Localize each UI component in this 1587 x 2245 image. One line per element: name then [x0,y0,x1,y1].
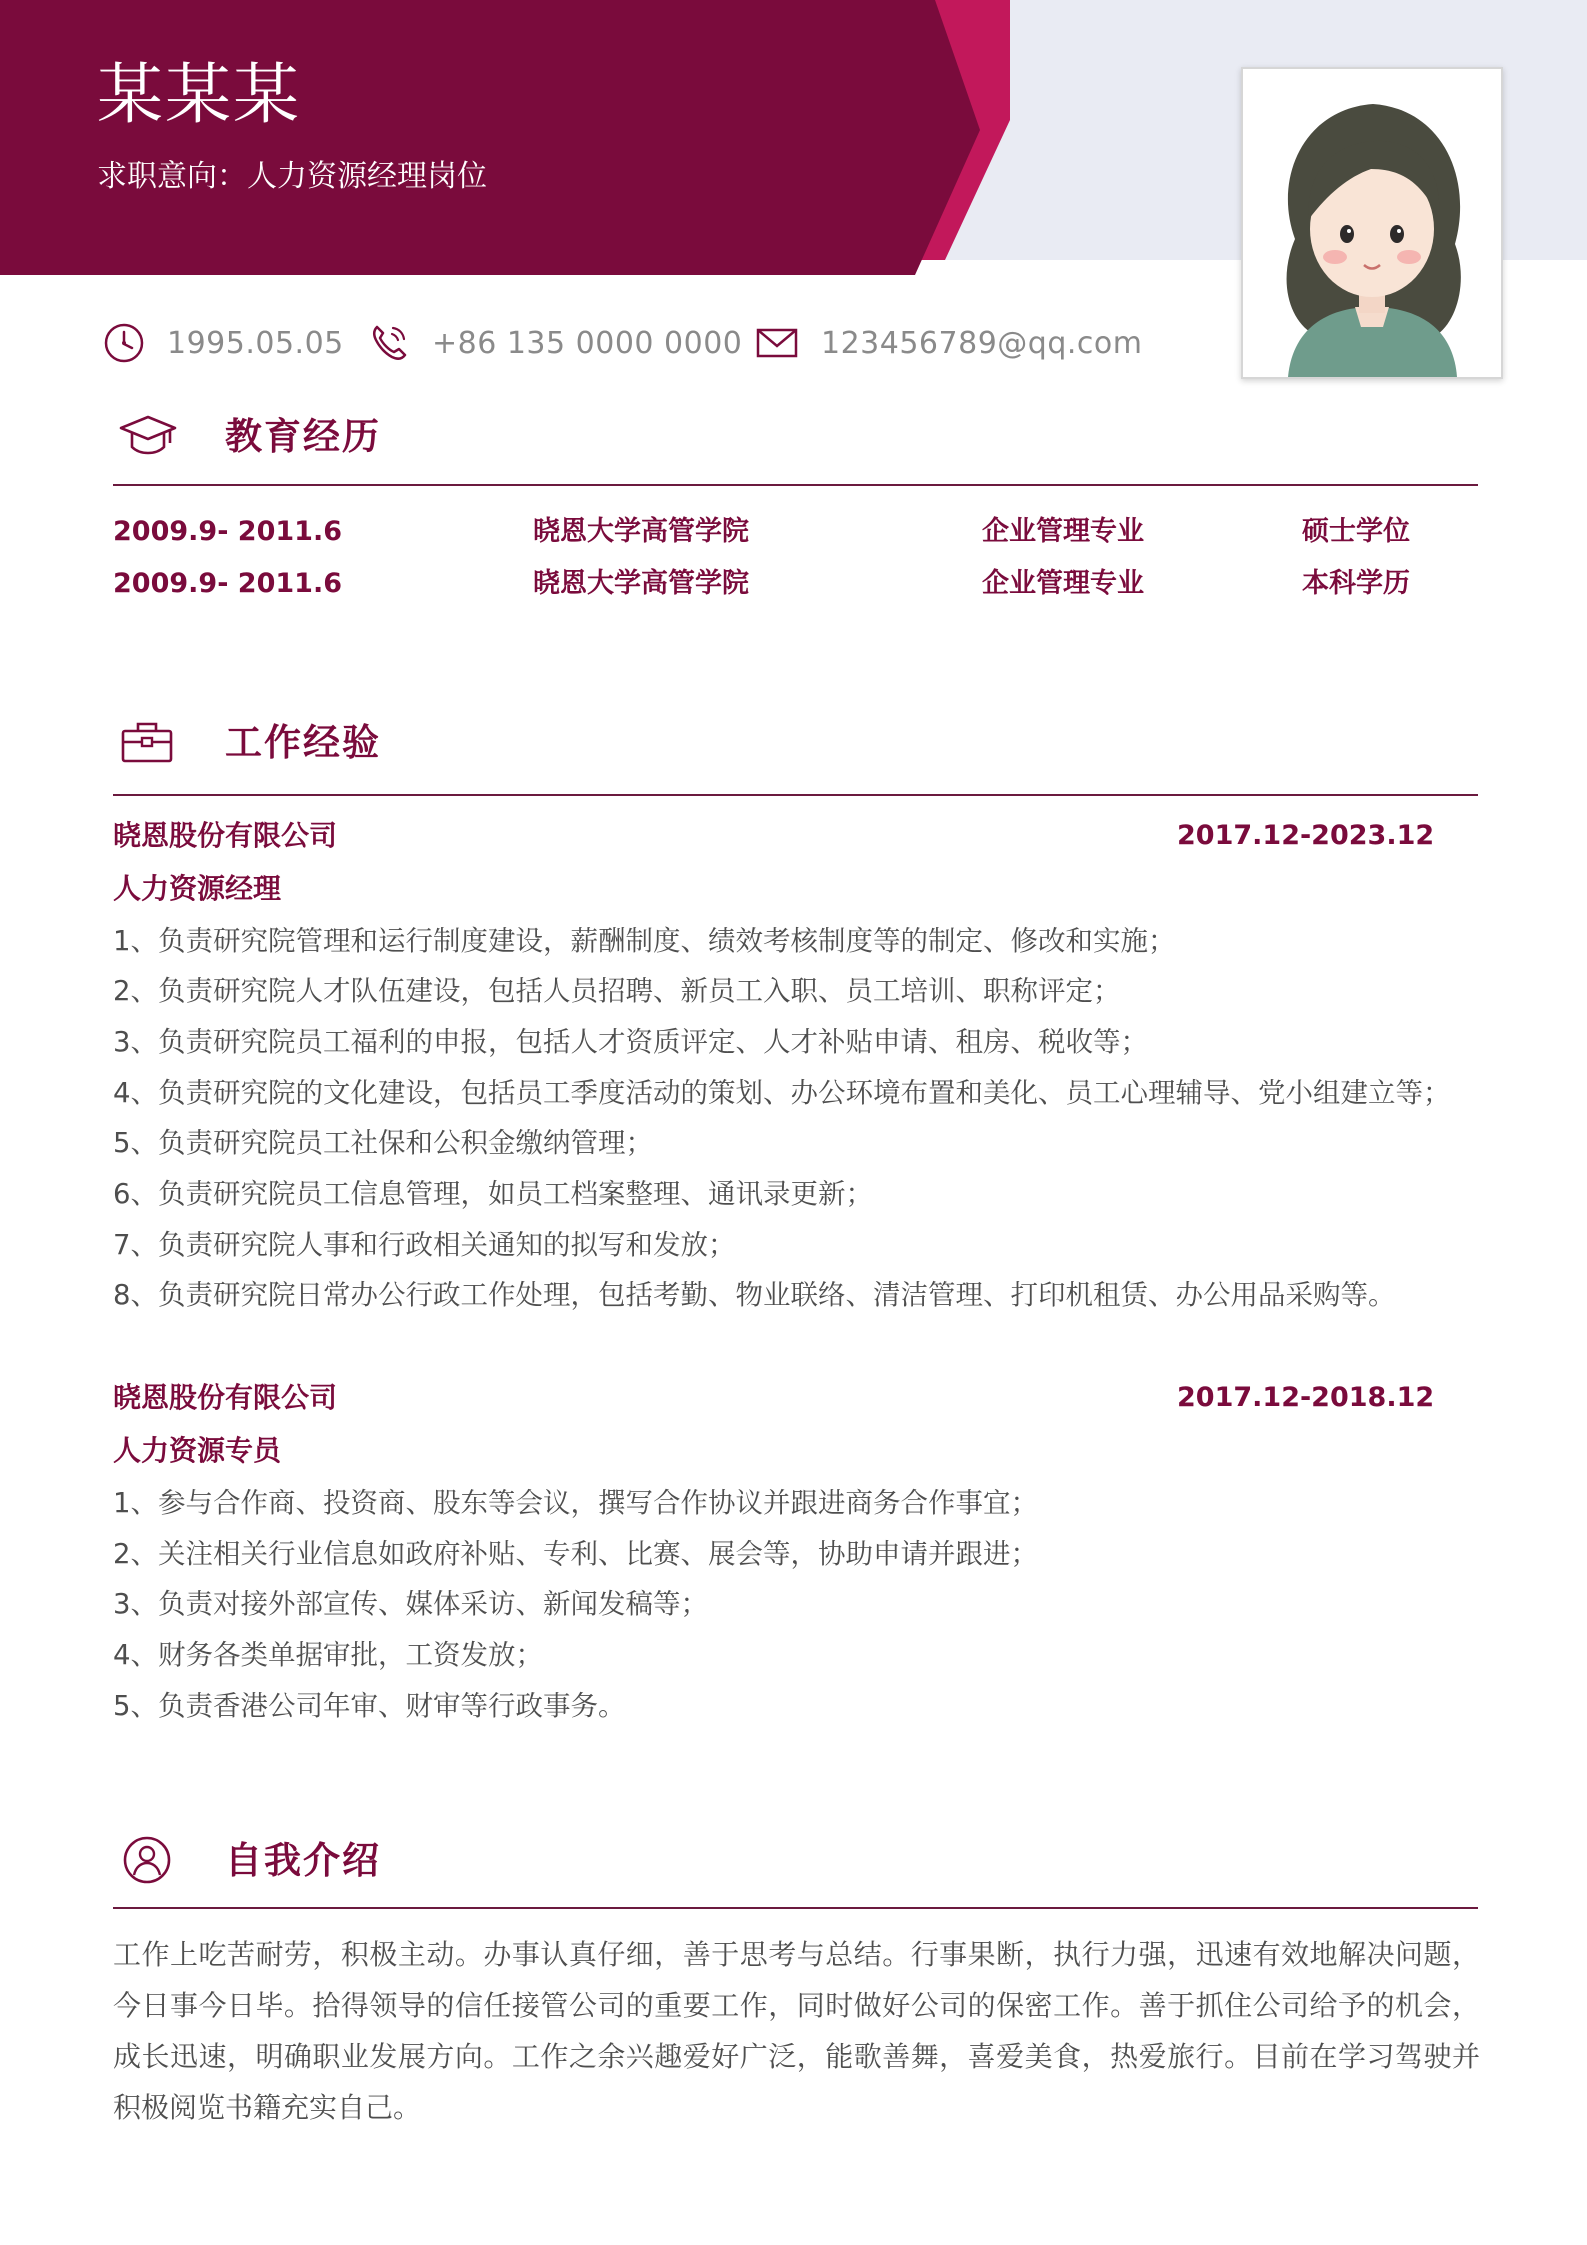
duty-item: 6、负责研究院员工信息管理，如员工档案整理、通讯录更新； [113,1178,873,1210]
duty-item: 1、负责研究院管理和运行制度建设，薪酬制度、绩效考核制度等的制定、修改和实施； [113,925,1176,957]
job-intent: 求职意向：人力资源经理岗位 [97,159,487,194]
edu-degree: 硕士学位 [1302,516,1410,547]
intro-title: 自我介绍 [225,1839,381,1882]
education-divider [113,484,1478,486]
duty-item: 4、财务各类单据审批，工资发放； [113,1639,543,1671]
duty-item: 7、负责研究院人事和行政相关通知的拟写和发放； [113,1229,736,1261]
edu-major: 企业管理专业 [982,568,1144,599]
duty-item: 5、负责香港公司年审、财审等行政事务。 [113,1690,626,1722]
job-company: 晓恩股份有限公司 [113,1381,338,1414]
job-company: 晓恩股份有限公司 [113,819,338,852]
intro-text: 工作上吃苦耐劳，积极主动。办事认真仔细，善于思考与总结。行事果断，执行力强，迅速有效地解决问题，今日事今日毕。拾得领导的信任接管公司的重要工作，同时做好公司的保密工作。善于抓住公司给予的机会，成长迅速，明确职业发展方向。工作之余兴趣爱好广泛，能歌善舞，喜爱美食，热爱旅行。目前在学习驾驶并积极阅览书籍充实自己。 [113,1938,1480,2124]
avatar-illustration [1243,69,1501,377]
envelope-icon [755,322,799,364]
user-icon [122,1835,172,1885]
duty-item: 3、负责研究院员工福利的申报，包括人才资质评定、人才补贴申请、租房、税收等； [113,1026,1148,1058]
phone-icon [368,322,410,364]
email-address: 123456789@qq.com [821,325,1143,361]
duty-item: 5、负责研究院员工社保和公积金缴纳管理； [113,1127,653,1159]
edu-school: 晓恩大学高管学院 [533,516,749,547]
graduation-cap-icon [118,413,178,461]
work-title: 工作经验 [225,721,381,764]
duty-item: 2、负责研究院人才队伍建设，包括人员招聘、新员工入职、员工培训、职称评定； [113,975,1121,1007]
edu-period: 2009.9- 2011.6 [113,568,342,599]
contact-phone [368,318,742,368]
work-divider [113,794,1478,796]
contact-email [755,318,1142,368]
duty-item: 1、参与合作商、投资商、股东等会议，撰写合作协议并跟进商务合作事宜； [113,1487,1038,1519]
education-title: 教育经历 [225,415,381,458]
clock-icon [103,322,145,364]
duty-item: 8、负责研究院日常办公行政工作处理，包括考勤、物业联络、清洁管理、打印机租赁、办公用品采购等。 [113,1279,1396,1311]
candidate-name: 某某某 [97,56,301,133]
job-period: 2017.12-2018.12 [1177,1382,1435,1413]
intro-divider [113,1907,1478,1909]
birth-date: 1995.05.05 [167,325,344,361]
edu-major: 企业管理专业 [982,516,1144,547]
edu-school: 晓恩大学高管学院 [533,568,749,599]
duty-item: 2、关注相关行业信息如政府补贴、专利、比赛、展会等，协助申请并跟进； [113,1538,1038,1570]
duty-item: 3、负责对接外部宣传、媒体采访、新闻发稿等； [113,1588,708,1620]
edu-degree: 本科学历 [1302,568,1410,599]
header-main-band [0,0,980,275]
duty-item: 4、负责研究院的文化建设，包括员工季度活动的策划、办公环境布置和美化、员工心理辅导、党小组建立等； [113,1077,1451,1109]
edu-period: 2009.9- 2011.6 [113,516,342,547]
job-role: 人力资源专员 [113,1434,282,1467]
avatar [1241,67,1503,379]
job-role: 人力资源经理 [113,872,282,905]
job-period: 2017.12-2023.12 [1177,820,1435,851]
contact-birth [103,318,344,368]
briefcase-icon [120,720,174,764]
phone-number: +86 135 0000 0000 [432,325,743,361]
